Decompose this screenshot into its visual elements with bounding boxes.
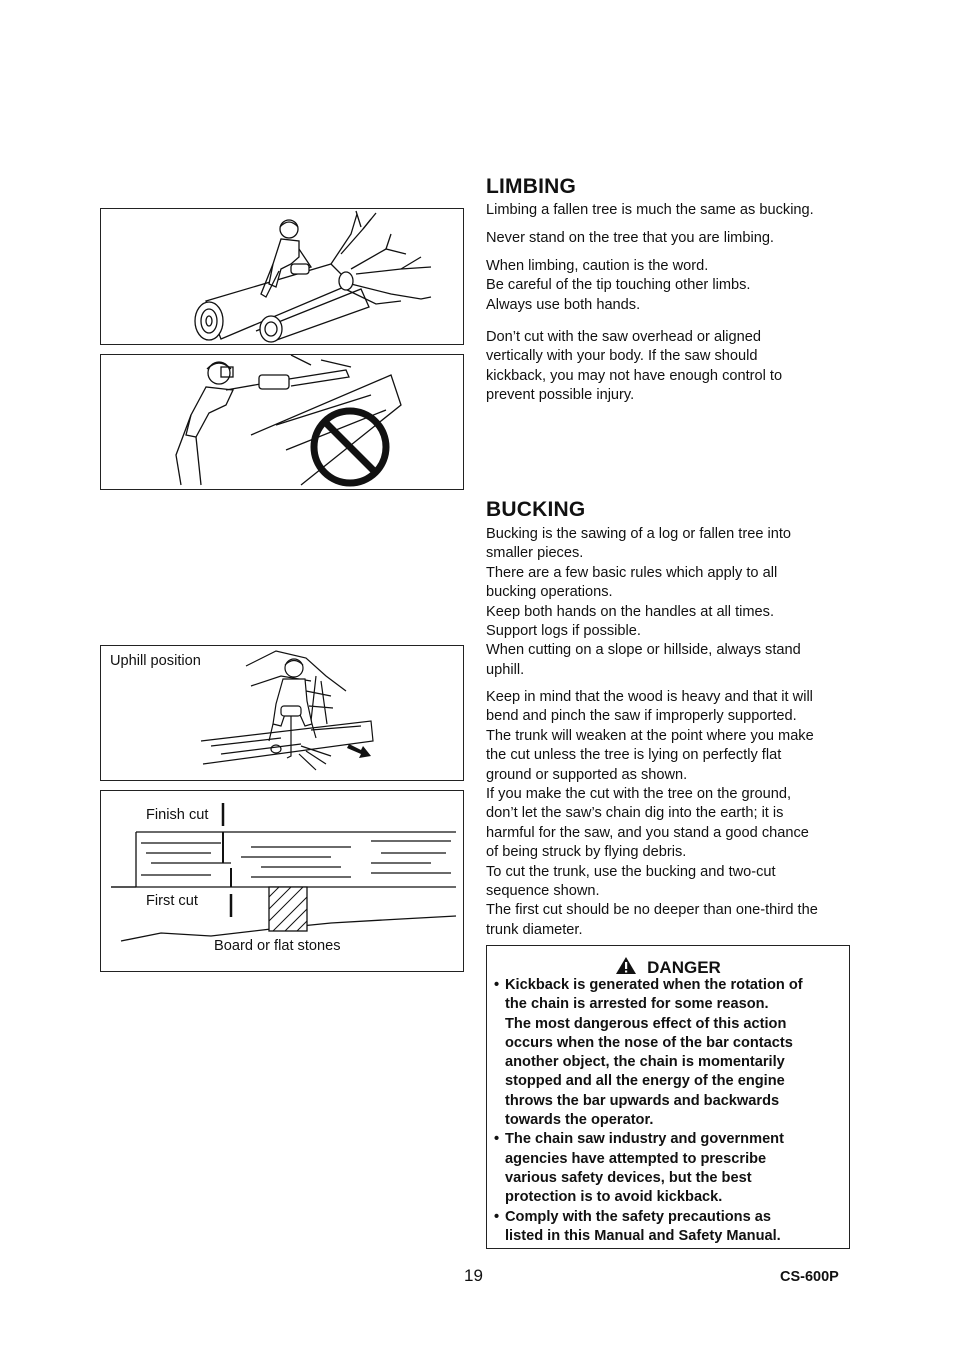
limbing-figure bbox=[100, 208, 464, 345]
danger-line: • The chain saw industry and government bbox=[505, 1131, 784, 1148]
two-cut-figure bbox=[100, 790, 464, 972]
uphill-label: Uphill position bbox=[110, 653, 201, 669]
bucking-p1 bbox=[486, 525, 851, 680]
limbing-heading: LIMBING bbox=[486, 175, 577, 198]
first-cut-label: First cut bbox=[146, 893, 198, 909]
limbing-p4-line: vertically with your body. If the saw should bbox=[486, 348, 758, 365]
bucking-p2-line: the cut unless the tree is lying on perfectly flat bbox=[486, 747, 782, 764]
bucking-p1-line: Keep both hands on the handles at all times. bbox=[486, 603, 775, 620]
bucking-p1-line: smaller pieces. bbox=[486, 545, 584, 562]
danger-item bbox=[494, 1130, 842, 1207]
danger-item bbox=[494, 1208, 842, 1247]
downhill-arrow-icon bbox=[347, 744, 371, 758]
warning-triangle-icon bbox=[615, 956, 637, 975]
danger-title: DANGER bbox=[647, 958, 721, 977]
limbing-p3-line: When limbing, caution is the word. bbox=[486, 258, 709, 274]
danger-line: The most dangerous effect of this action bbox=[505, 1015, 787, 1032]
danger-line: another object, the chain is momentarily bbox=[505, 1054, 785, 1071]
limbing-p1: Limbing a fallen tree is much the same as bucking. bbox=[486, 202, 814, 218]
uphill-figure bbox=[100, 645, 464, 781]
danger-line: protection is to avoid kickback. bbox=[505, 1189, 723, 1206]
danger-box bbox=[486, 945, 850, 1249]
bucking-p1-line: uphill. bbox=[486, 661, 525, 678]
danger-line: • Comply with the safety precautions as bbox=[505, 1208, 771, 1225]
danger-line: throws the bar upwards and backwards bbox=[505, 1092, 780, 1109]
bucking-p1-line: There are a few basic rules which apply to all bbox=[486, 564, 778, 581]
limbing-p4-line: kickback, you may not have enough control to bbox=[486, 367, 783, 384]
finish-cut-label: Finish cut bbox=[146, 807, 209, 823]
limbing-p2: Never stand on the tree that you are limbing. bbox=[486, 230, 774, 246]
bucking-p2-line: trunk diameter. bbox=[486, 921, 583, 938]
bucking-p2-line: ground or supported as shown. bbox=[486, 766, 688, 783]
danger-line: the chain is arrested for some reason. bbox=[505, 996, 769, 1013]
overhead-cut-illustration bbox=[101, 355, 463, 489]
bucking-p1-line: Bucking is the sawing of a log or fallen tree into bbox=[486, 526, 792, 542]
bucking-p2-line: The first cut should be no deeper than one-third the bbox=[486, 902, 818, 919]
bucking-p1-line: Support logs if possible. bbox=[486, 623, 641, 640]
overhead-cut-figure bbox=[100, 354, 464, 490]
danger-list bbox=[494, 976, 842, 1246]
limbing-p3-line: Be careful of the tip touching other limbs. bbox=[486, 277, 751, 294]
bucking-p2-line: of being struck by flying debris. bbox=[486, 844, 687, 861]
danger-item bbox=[494, 976, 842, 1130]
danger-line: • Kickback is generated when the rotation of bbox=[505, 977, 803, 993]
limbing-illustration bbox=[101, 209, 463, 344]
danger-line: listed in this Manual and Safety Manual. bbox=[505, 1227, 781, 1244]
bucking-p2-line: harmful for the saw, and you stand a good chance bbox=[486, 824, 809, 841]
limbing-p3 bbox=[486, 257, 851, 315]
prohibited-icon bbox=[314, 411, 386, 483]
bucking-p2-line: sequence shown. bbox=[486, 883, 600, 900]
uphill-illustration bbox=[101, 646, 463, 780]
model-number: CS-600P bbox=[780, 1269, 839, 1285]
limbing-p4-line: prevent possible injury. bbox=[486, 387, 635, 404]
limbing-p4-line: Don’t cut with the saw overhead or aligned bbox=[486, 329, 762, 345]
bucking-p2 bbox=[486, 688, 851, 940]
bucking-p2-line: bend and pinch the saw if improperly supported. bbox=[486, 708, 797, 725]
bucking-p2-line: To cut the trunk, use the bucking and two-cut bbox=[486, 863, 776, 880]
support-block bbox=[269, 887, 307, 931]
bucking-p2-line: If you make the cut with the tree on the ground, bbox=[486, 786, 792, 803]
bucking-p2-line: don’t let the saw’s chain dig into the earth; it is bbox=[486, 805, 784, 822]
danger-line: various safety devices, but the best bbox=[505, 1169, 752, 1186]
bucking-p2-line: Keep in mind that the wood is heavy and that it will bbox=[486, 689, 813, 705]
danger-line: agencies have attempted to prescribe bbox=[505, 1150, 767, 1167]
danger-line: stopped and all the energy of the engine bbox=[505, 1073, 785, 1090]
danger-line: towards the operator. bbox=[505, 1112, 654, 1129]
board-label: Board or flat stones bbox=[214, 938, 341, 954]
limbing-p4 bbox=[486, 328, 851, 406]
page-number: 19 bbox=[464, 1266, 483, 1285]
bucking-heading: BUCKING bbox=[486, 498, 586, 521]
bucking-p2-line: The trunk will weaken at the point where you make bbox=[486, 727, 814, 744]
bucking-p1-line: bucking operations. bbox=[486, 584, 613, 601]
bucking-p1-line: When cutting on a slope or hillside, always stand bbox=[486, 642, 801, 659]
limbing-p3-line: Always use both hands. bbox=[486, 296, 641, 313]
danger-title-row bbox=[487, 956, 849, 978]
danger-line: occurs when the nose of the bar contacts bbox=[505, 1034, 793, 1051]
